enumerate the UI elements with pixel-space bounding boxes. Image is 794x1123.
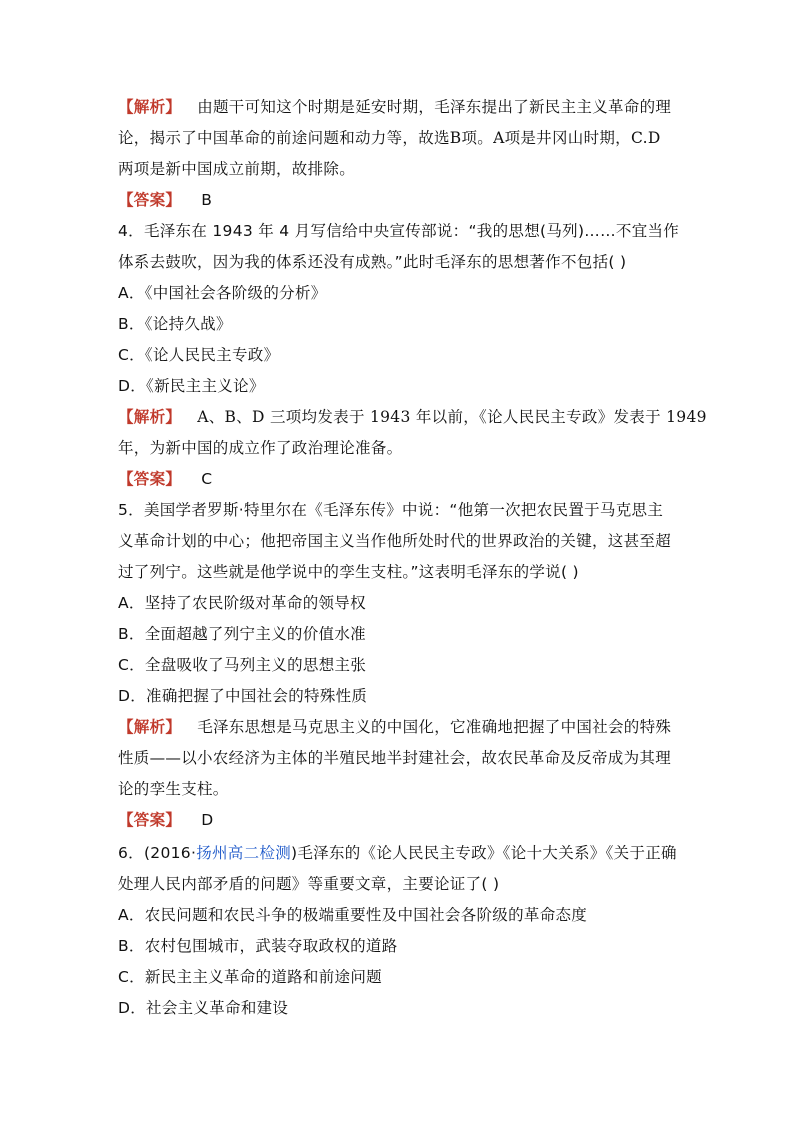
analysis-tag: 【解析】 <box>118 408 182 426</box>
answer-value: C <box>201 470 213 488</box>
question-stem: 义革命计划的中心；他把帝国主义当作他所处时代的世界政治的关键，这甚至超 <box>118 532 672 550</box>
question-stem: 处理人民内部矛盾的问题》等重要文章，主要论证了( ) <box>118 875 500 893</box>
question-5 <box>118 495 678 836</box>
answer-value: D <box>201 811 214 829</box>
option-d: D．社会主义革命和建设 <box>118 999 289 1017</box>
question-stem <box>118 838 678 869</box>
analysis-text: 论，揭示了中国革命的前途问题和动力等，故选B项。A项是井冈山时期，C.D <box>118 129 661 147</box>
option-b: B．《论持久战》 <box>118 315 232 333</box>
option-c: C．《论人民民主专政》 <box>118 346 280 364</box>
option-a: A．坚持了农民阶级对革命的领导权 <box>118 594 366 612</box>
analysis-text: 由题干可知这个时期是延安时期，毛泽东提出了新民主主义革命的理 <box>197 98 672 116</box>
question-stem: 5．美国学者罗斯·特里尔在《毛泽东传》中说：“他第一次把农民置于马克思主 <box>118 501 664 519</box>
analysis-text: 年，为新中国的成立作了政治理论准备。 <box>118 439 403 457</box>
stem-rest: )毛泽东的《论人民民主专政》《论十大关系》《关于正确 <box>291 844 677 862</box>
analysis-tag: 【解析】 <box>118 98 182 116</box>
analysis-tag: 【解析】 <box>118 718 182 736</box>
analysis-text: 性质——以小农经济为主体的半殖民地半封建社会，故农民革命及反帝成为其理 <box>118 749 672 767</box>
answer-value: B <box>201 191 213 209</box>
question-4 <box>118 216 707 495</box>
answer-tag: 【答案】 <box>118 470 182 488</box>
option-d: D．准确把握了中国社会的特殊性质 <box>118 687 368 705</box>
option-b: B．农村包围城市，武装夺取政权的道路 <box>118 937 398 955</box>
option-a: A．《中国社会各阶级的分析》 <box>118 284 327 302</box>
question-stem: 4．毛泽东在 1943 年 4 月写信给中央宣传部说：“我的思想(马列)……不宜当作 <box>118 222 680 240</box>
answer-tag: 【答案】 <box>118 191 182 209</box>
analysis-text: 两项是新中国成立前期，故排除。 <box>118 160 356 178</box>
q3-analysis-section <box>118 92 678 216</box>
analysis-text: A、B、D 三项均发表于 1943 年以前，《论人民民主专政》发表于 1949 <box>197 408 707 426</box>
question-stem: 体系去鼓吹，因为我的体系还没有成熟。”此时毛泽东的思想著作不包括( ) <box>118 253 627 271</box>
answer-tag: 【答案】 <box>118 811 182 829</box>
question-source: 扬州高二检测 <box>196 844 291 862</box>
option-a: A．农民问题和农民斗争的极端重要性及中国社会各阶级的革命态度 <box>118 906 588 924</box>
stem-prefix: 6．(2016· <box>118 844 197 862</box>
option-d: D．《新民主主义论》 <box>118 377 265 395</box>
option-b: B．全面超越了列宁主义的价值水准 <box>118 625 366 643</box>
option-c: C．全盘吸收了马列主义的思想主张 <box>118 656 367 674</box>
question-stem: 过了列宁。这些就是他学说中的孪生支柱。”这表明毛泽东的学说( ) <box>118 563 579 581</box>
question-6 <box>118 838 678 1024</box>
analysis-text: 毛泽东思想是马克思主义的中国化，它准确地把握了中国社会的特殊 <box>197 718 672 736</box>
analysis-text: 论的孪生支柱。 <box>118 780 229 798</box>
option-c: C．新民主主义革命的道路和前途问题 <box>118 968 382 986</box>
